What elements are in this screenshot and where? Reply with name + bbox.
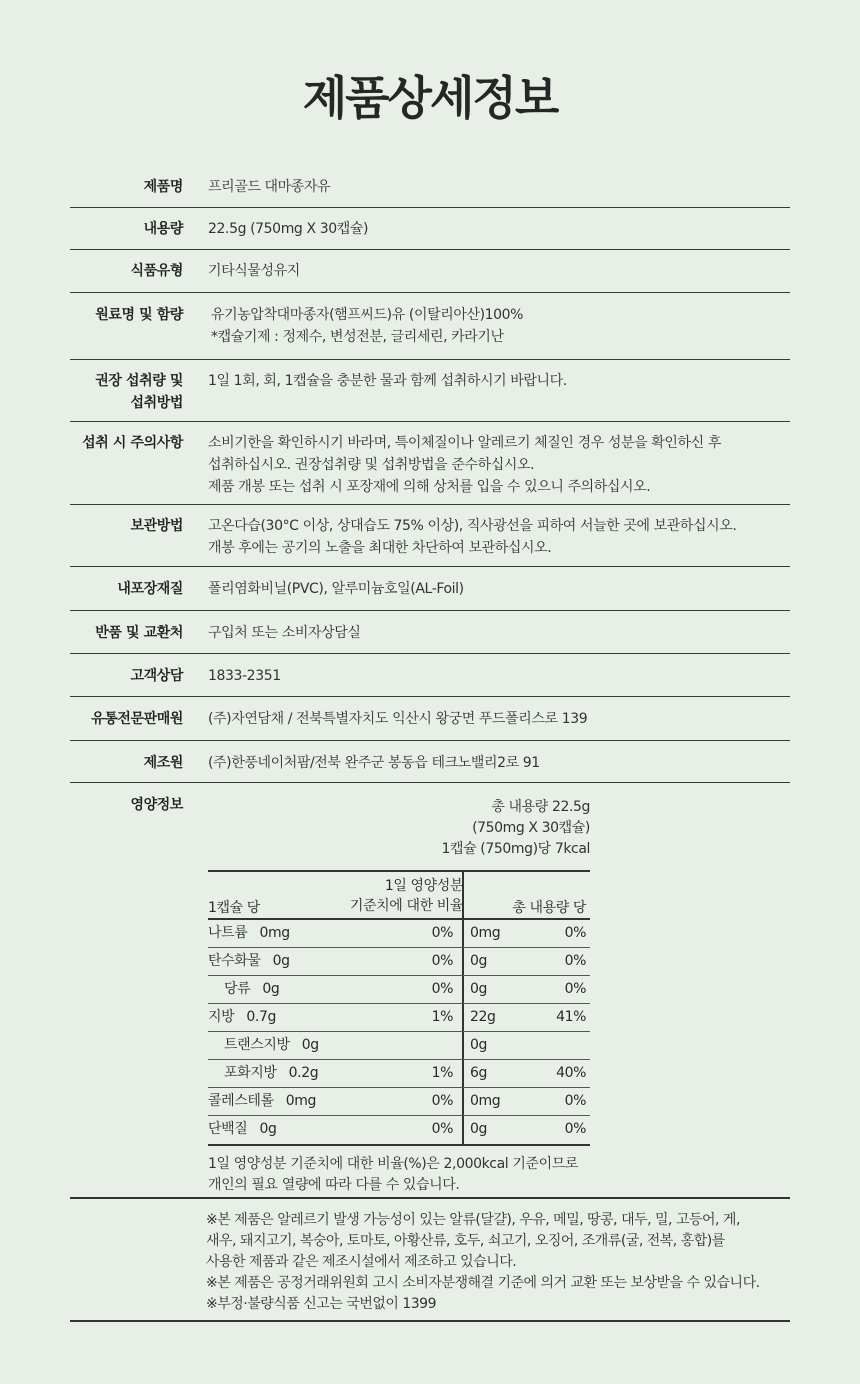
nutrient-total-pct: 0% (564, 953, 586, 969)
row-storage (70, 505, 790, 567)
nutrient-name-cell (224, 976, 279, 1003)
row-label: 제품명 (143, 179, 183, 195)
nutrition-row (208, 1060, 590, 1088)
nutrient-amount: 0g (259, 1121, 277, 1137)
row-packaging (70, 567, 790, 611)
nutrition-table-header (208, 872, 590, 920)
nutrient-name-cell (208, 1088, 316, 1115)
nutrition-rows (208, 920, 590, 1144)
nutrient-total-amount: 0g (470, 1037, 487, 1053)
row-value: 폴리염화비닐(PVC), 알루미늄호일(AL-Foil) (208, 581, 464, 597)
nutrition-row (208, 920, 590, 948)
row-food-type (70, 250, 790, 293)
nutrient-name: 단백질 (208, 1121, 248, 1137)
row-label: 내포장재질 (117, 581, 183, 597)
row-label: 식품유형 (130, 263, 183, 279)
row-value: (주)한풍네이처팜/전북 완주군 봉동읍 테크노밸리2로 91 (208, 755, 540, 771)
nutrient-total-pct: 40% (556, 1065, 586, 1081)
nutrient-name-cell (224, 1060, 318, 1087)
header-per-total: 총 내용량 당 (512, 900, 586, 916)
row-label: 유통전문판매원 (91, 711, 183, 727)
row-value: 프리골드 대마종자유 (208, 179, 331, 195)
nutrient-total-amount: 0g (470, 981, 487, 997)
row-label: 보관방법 (130, 518, 183, 534)
row-distributor (70, 697, 790, 741)
row-return-exchange (70, 611, 790, 654)
row-value: 구입처 또는 소비자상담실 (208, 625, 361, 641)
row-content-amount (70, 208, 790, 250)
nutrient-name: 콜레스테롤 (208, 1093, 274, 1109)
nutrient-total-amount: 22g (470, 1009, 496, 1025)
row-label: 고객상담 (130, 668, 183, 684)
header-daily-ratio: 1일 영양성분 기준치에 대한 비율 (349, 878, 463, 914)
nutrition-row (208, 1004, 590, 1032)
nutrition-footnote: 1일 영양성분 기준치에 대한 비율(%)은 2,000kcal 기준이므로 개인의 필요 열량에 따라 다를 수 있습니다. (208, 1156, 578, 1193)
nutrient-name-cell (208, 948, 290, 975)
nutrient-daily-pct: 0% (431, 1093, 453, 1109)
nutrient-total-amount: 0mg (470, 1093, 501, 1109)
nutrient-total-pct: 0% (564, 981, 586, 997)
nutrient-name: 포화지방 (224, 1065, 277, 1081)
product-info-table (70, 165, 790, 1197)
nutrient-total-pct: 0% (564, 1121, 586, 1137)
row-value: 1833-2351 (208, 668, 281, 684)
nutrient-name: 나트륨 (208, 925, 248, 941)
row-label: 권장 섭취량 및 섭취방법 (95, 373, 183, 411)
nutrition-row (208, 1032, 590, 1060)
nutrient-name-cell (208, 920, 290, 947)
nutrient-daily-pct: 0% (431, 981, 453, 997)
row-intake-method (70, 360, 790, 422)
row-intake-caution (70, 422, 790, 505)
row-value: 소비기한을 확인하시기 바라며, 특이체질이나 알레르기 체질인 경우 성분을 확인하신 후 섭취하십시오. 권장섭취량 및 섭취방법을 준수하십시오. 제품 개봉 또는 섭취 시 포장재에 의해 상처를 입을 수 있으니 주의하십시오. (208, 435, 721, 495)
nutrient-name: 트랜스지방 (224, 1037, 290, 1053)
nutrient-total-pct: 41% (556, 1009, 586, 1025)
nutrient-daily-pct: 0% (431, 1121, 453, 1137)
row-product-name (70, 165, 790, 208)
nutrient-total-amount: 0g (470, 1121, 487, 1137)
nutrient-amount: 0g (262, 981, 280, 997)
nutrient-name-cell (208, 1116, 277, 1143)
nutrition-label: 영양정보 (130, 797, 183, 813)
nutrient-amount: 0g (301, 1037, 319, 1053)
nutrition-row (208, 948, 590, 976)
nutrient-daily-pct: 1% (431, 1009, 453, 1025)
nutrient-daily-pct: 1% (431, 1065, 453, 1081)
nutrient-daily-pct: 0% (431, 925, 453, 941)
nutrient-total-pct: 0% (564, 1093, 586, 1109)
nutrient-name: 탄수화물 (208, 953, 261, 969)
nutrient-amount: 0g (272, 953, 290, 969)
row-manufacturer (70, 741, 790, 783)
nutrient-name-cell (208, 1004, 276, 1031)
row-value: 1일 1회, 회, 1캡슐을 충분한 물과 함께 섭취하시기 바랍니다. (208, 373, 567, 389)
nutrient-amount: 0.7g (246, 1009, 276, 1025)
row-value: (주)자연담채 / 전북특별자치도 익산시 왕궁면 푸드폴리스로 139 (208, 711, 588, 727)
nutrient-total-pct: 0% (564, 925, 586, 941)
nutrient-name: 당류 (224, 981, 251, 997)
nutrient-amount: 0.2g (288, 1065, 319, 1081)
row-value: 22.5g (750mg X 30캡슐) (208, 221, 369, 237)
row-value: 기타식물성유지 (208, 263, 300, 279)
nutrient-daily-pct: 0% (431, 953, 453, 969)
nutrient-name: 지방 (208, 1009, 235, 1025)
nutrition-row (208, 1088, 590, 1116)
nutrient-total-amount: 6g (470, 1065, 487, 1081)
allergy-notice: ※본 제품은 알레르기 발생 가능성이 있는 알류(달걀), 우유, 메밀, 땅콩, 대두, 밀, 고등어, 게, 새우, 돼지고기, 복숭아, 토마토, 아황산류, 호두, 쇠고기, 오징어, 조개류(굴, 전복, 홍합)를 사용한 제품과 같은 제조시설에서 제조하고 있습니다. ※본 제품은 공정거래위원회 고시 소비자분쟁해결 기준에 의거 교환 또는 보상받을 수 있습니다. ※부정·불량식품 신고는 국번없이 1399 (70, 1197, 790, 1322)
nutrient-amount: 0mg (259, 925, 290, 941)
nutrient-total-amount: 0mg (470, 925, 501, 941)
row-label: 섭취 시 주의사항 (82, 435, 183, 451)
page-title: 제품상세정보 (302, 71, 558, 125)
row-label: 제조원 (143, 755, 183, 771)
nutrition-row (208, 976, 590, 1004)
nutrient-name-cell (224, 1032, 319, 1059)
nutrient-amount: 0mg (285, 1093, 317, 1109)
row-value: 고온다습(30°C 이상, 상대습도 75% 이상), 직사광선을 피하여 서늘한 곳에 보관하십시오. 개봉 후에는 공기의 노출을 최대한 차단하여 보관하십시오. (208, 518, 737, 556)
row-nutrition (70, 783, 790, 1197)
row-ingredients (70, 293, 790, 360)
nutrition-row (208, 1116, 590, 1144)
row-label: 내용량 (143, 221, 183, 237)
nutrition-block (208, 797, 590, 1196)
row-customer-service (70, 654, 790, 697)
row-value: 유기농압착대마종자(햄프씨드)유 (이탈리아산)100% *캡슐기제 : 정제수, 변성전분, 글리세린, 카라기난 (211, 307, 524, 345)
header-per-capsule: 1캡슐 당 (208, 900, 260, 916)
nutrition-table (208, 870, 590, 1146)
nutrient-total-amount: 0g (470, 953, 487, 969)
row-label: 반품 및 교환처 (95, 625, 183, 641)
nutrition-total: 총 내용량 22.5g (750mg X 30캡슐) 1캡슐 (750mg)당 7kcal (441, 799, 590, 857)
row-label: 원료명 및 함량 (95, 307, 183, 323)
